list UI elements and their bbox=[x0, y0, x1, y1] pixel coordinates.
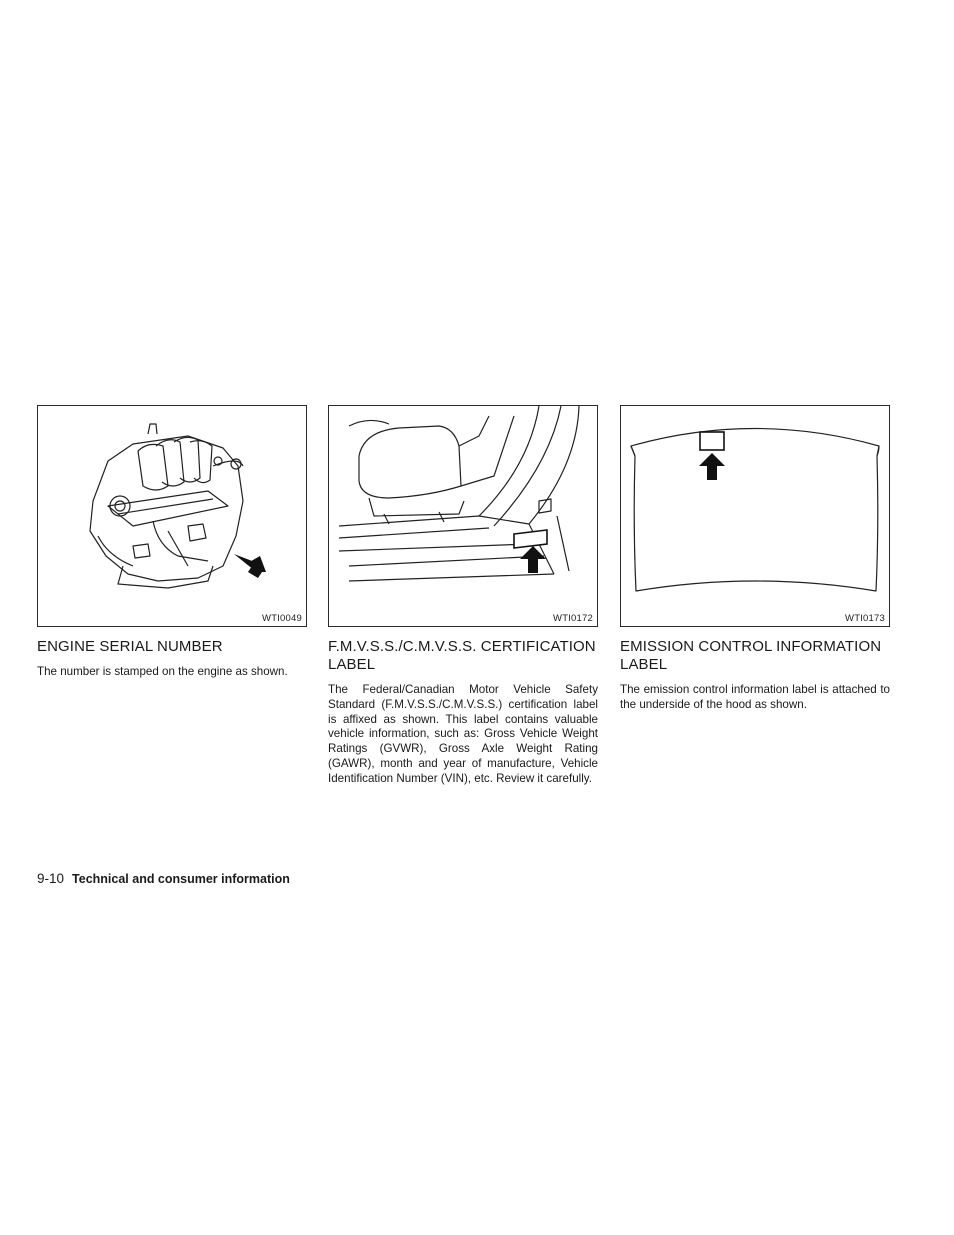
engine-figure bbox=[37, 405, 307, 627]
door-pillar-illustration-icon bbox=[329, 406, 597, 626]
section-body: The emission control information label is attached to the underside of the hood as shown. bbox=[620, 683, 890, 711]
hood-underside-illustration-icon bbox=[621, 406, 889, 626]
figure-code: WTI0172 bbox=[553, 613, 593, 624]
section-body: The Federal/Canadian Motor Vehicle Safety Standard (F.M.V.S.S./C.M.V.S.S.) certification label is affixed as shown. This label contains valuable vehicle information, such as: Gross Vehicle Weight Ratings (GVWR), Gross Axle Weight Rating (GAWR), month and year of manufacture, Vehicle Identification Number (VIN), etc. Review it carefully. bbox=[328, 683, 598, 785]
section-body: The number is stamped on the engine as shown. bbox=[37, 665, 288, 678]
figure-code: WTI0173 bbox=[845, 613, 885, 624]
page-number: 9-10 bbox=[37, 871, 65, 886]
section-emission-control-label bbox=[620, 405, 890, 713]
section-title: EMISSION CONTROL INFORMATION LABEL bbox=[620, 638, 882, 673]
door-pillar-figure bbox=[328, 405, 598, 627]
engine-illustration-icon bbox=[38, 406, 306, 626]
section-engine-serial-number bbox=[37, 405, 307, 680]
section-title: F.M.V.S.S./C.M.V.S.S. CERTIFICATION LABEL bbox=[328, 638, 596, 673]
section-title: ENGINE SERIAL NUMBER bbox=[37, 638, 223, 655]
page-footer bbox=[37, 871, 290, 887]
hood-figure bbox=[620, 405, 890, 627]
footer-chapter-title: Technical and consumer information bbox=[72, 872, 290, 886]
figure-code: WTI0049 bbox=[262, 613, 302, 624]
section-certification-label bbox=[328, 405, 598, 787]
